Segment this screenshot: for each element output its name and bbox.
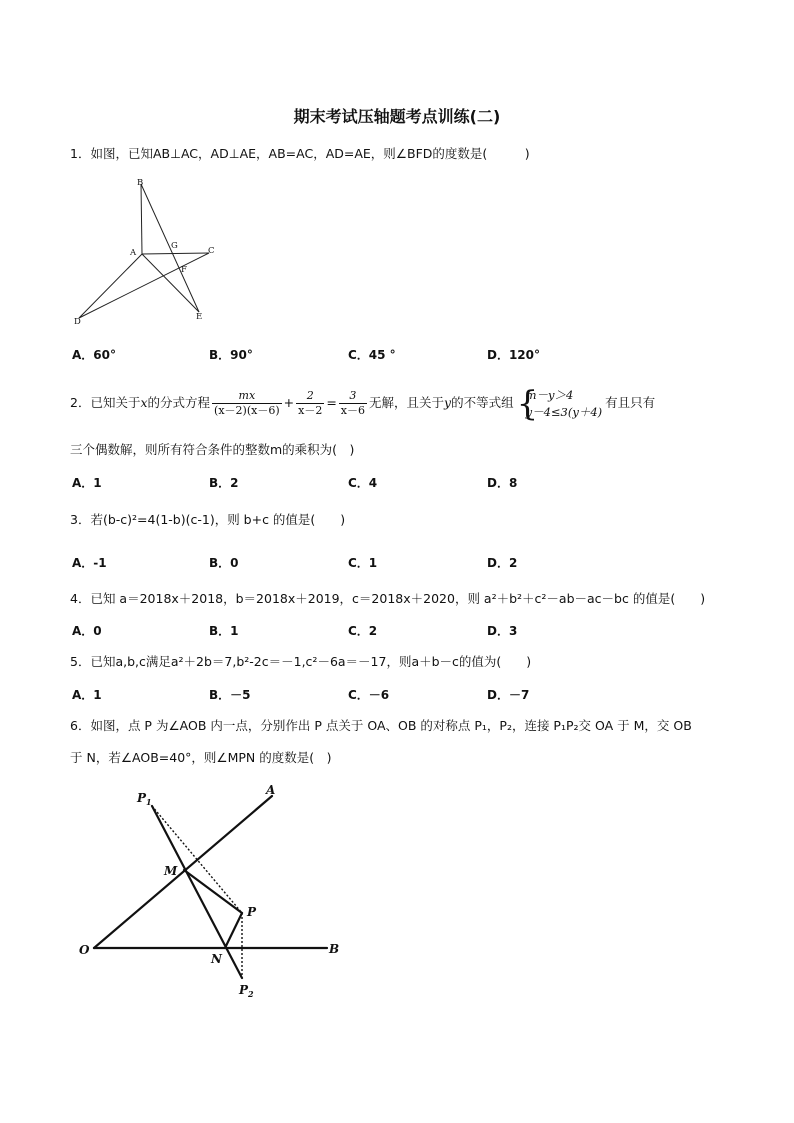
label-p: P <box>247 905 257 919</box>
q4-option-d[interactable]: D．3 <box>487 624 518 638</box>
dotted-p1-p <box>152 806 242 913</box>
question-1 <box>70 144 530 164</box>
label-d: D <box>74 317 81 327</box>
figure-triangles <box>66 172 236 330</box>
question-3 <box>70 510 345 530</box>
page-title: 期末考试压轴题考点训练(二) <box>293 107 501 126</box>
segment-pm <box>184 870 242 913</box>
var-x: x <box>140 395 148 410</box>
q5-option-a[interactable]: A．1 <box>72 688 102 702</box>
fraction-3: $\frac{3}{x-6}$ <box>340 389 365 417</box>
q1-option-a[interactable]: A．60° <box>72 348 116 362</box>
q1-option-c[interactable]: C．45 ° <box>348 348 396 362</box>
label-b: B <box>329 942 340 956</box>
q3-option-d[interactable]: D．2 <box>487 556 518 570</box>
q2-text-mid3: 的不等式组 <box>451 395 514 410</box>
q2-option-a[interactable]: A．1 <box>72 476 102 490</box>
line-ac <box>142 253 209 254</box>
inequality-system: { m－y＞4 y－4≤3(y＋4) <box>516 383 603 424</box>
q2-text-mid2: 无解，且关于 <box>369 395 445 410</box>
q5-option-b[interactable]: B．－5 <box>209 688 251 702</box>
q4-option-c[interactable]: C．2 <box>348 624 378 638</box>
label-c: C <box>208 246 215 256</box>
label-o: O <box>79 943 90 957</box>
q3-option-c[interactable]: C．1 <box>348 556 378 570</box>
q5-option-d[interactable]: D．－7 <box>487 688 530 702</box>
question-text-line-1: 如图，点 P 为∠AOB 内一点，分别作出 P 点关于 OA、OB 的对称点 P₁，P₂，连接 P₁P₂交 OA 于 M，交 OB <box>90 718 692 733</box>
question-number: 3． <box>70 512 91 527</box>
q1-option-d[interactable]: D．120° <box>487 348 541 362</box>
label-m: M <box>164 864 178 878</box>
q2-option-d[interactable]: D．8 <box>487 476 518 490</box>
q4-option-a[interactable]: A．0 <box>72 624 102 638</box>
question-2-line-2: 三个偶数解，则所有符合条件的整数m的乘积为( ) <box>70 442 355 457</box>
label-p2: $P_2$ <box>239 983 254 999</box>
question-number: 1． <box>70 146 91 161</box>
q2-option-c[interactable]: C．4 <box>348 476 378 490</box>
question-text: 已知a,b,c满足a²＋2b＝7,b²-2c＝－1,c²－6a＝－17，则a＋b－c的值为( ) <box>90 654 532 669</box>
q4-option-b[interactable]: B．1 <box>209 624 239 638</box>
question-number: 5． <box>70 654 91 669</box>
line-ad <box>79 254 142 318</box>
question-number: 4． <box>70 591 91 606</box>
figure-angle-reflection <box>70 780 370 1010</box>
question-2 <box>70 383 655 423</box>
q3-option-b[interactable]: B．0 <box>209 556 239 570</box>
var-y: y <box>444 395 452 410</box>
question-6-line-2: 于 N，若∠AOB=40°，则∠MPN 的度数是( ) <box>70 750 332 765</box>
question-text: 若(b-c)²=4(1-b)(c-1)，则 b+c 的值是( ) <box>90 512 346 527</box>
line-be <box>141 184 199 312</box>
question-6 <box>70 716 692 736</box>
line-ab <box>141 184 142 254</box>
label-e: E <box>196 312 203 322</box>
question-5 <box>70 652 531 672</box>
question-number: 2． <box>70 395 91 410</box>
label-b: B <box>137 178 144 188</box>
q2-text-post: 有且只有 <box>605 395 656 410</box>
segment-pn <box>225 913 242 948</box>
fraction-1: $\frac{mx}{(x-2)(x-6)}$ <box>214 389 280 417</box>
question-number: 6． <box>70 718 91 733</box>
q5-option-c[interactable]: C．－6 <box>348 688 390 702</box>
equals-sign: = <box>326 395 337 410</box>
q2-text-mid1: 的分式方程 <box>147 395 211 410</box>
q2-option-b[interactable]: B．2 <box>209 476 239 490</box>
q1-option-b[interactable]: B．90° <box>209 348 253 362</box>
label-f: F <box>181 265 187 275</box>
plus-sign: + <box>283 395 295 410</box>
label-g: G <box>171 241 178 251</box>
question-text: 如图，已知AB⊥AC，AD⊥AE，AB=AC，AD=AE，则∠BFD的度数是( ) <box>90 146 530 161</box>
line-dc <box>79 253 209 318</box>
question-4 <box>70 589 705 609</box>
ray-oa <box>94 796 272 948</box>
q2-text-pre: 已知关于 <box>90 395 141 410</box>
q3-option-a[interactable]: A．-1 <box>72 556 107 570</box>
label-p1: $P_1$ <box>137 791 152 807</box>
question-text: 已知 a＝2018x＋2018，b＝2018x＋2019，c＝2018x＋2020，则 a²＋b²＋c²－ab－ac－bc 的值是( ) <box>90 591 706 606</box>
label-a: A <box>130 248 137 258</box>
label-n: N <box>211 952 222 966</box>
fraction-2: $\frac{2}{x-2}$ <box>298 389 323 417</box>
label-a: A <box>266 783 276 797</box>
